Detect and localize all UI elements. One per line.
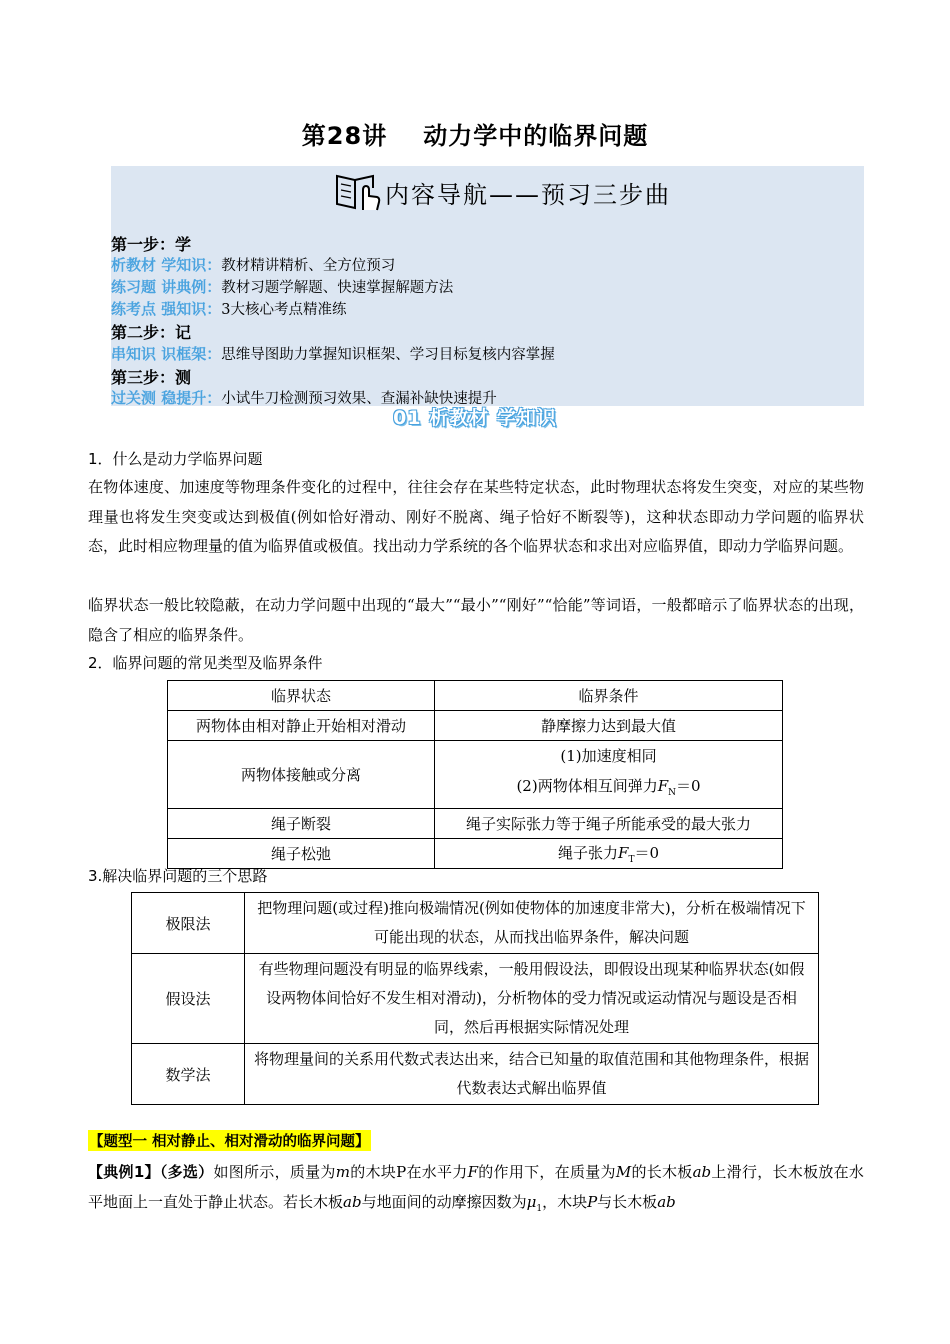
table-row	[132, 893, 819, 954]
table-row	[168, 839, 783, 869]
method-name: 假设法	[132, 954, 245, 1044]
table-cell: 绳子松弛	[168, 839, 435, 869]
example-label: 【典例1】	[88, 1163, 160, 1181]
method-name: 极限法	[132, 893, 245, 954]
table-header: 临界条件	[435, 681, 783, 711]
example-problem: 【典例1】（多选）如图所示，质量为m的木块P在水平力F的作用下，在质量为M的长木板ab上滑行，长木板放在水平地面上一直处于静止状态。若长木板ab与地面间的动摩擦因数为$\mu_1$，木块P与长木板ab	[88, 1163, 864, 1214]
question-type-tag: 【题型一 相对静止、相对滑动的临界问题】	[88, 1130, 371, 1151]
table-row	[132, 1044, 819, 1105]
table-row	[168, 711, 783, 741]
section-banner: 01 析教材 学知识	[393, 407, 557, 429]
nav-item-5: 过关测 稳提升：小试牛刀检测预习效果、查漏补缺快速提升	[111, 389, 497, 407]
table-row	[132, 954, 819, 1044]
heading-1: 1．什么是动力学临界问题	[88, 450, 263, 468]
nav-item-1: 析教材 学知识：教材精讲精析、全方位预习	[111, 256, 396, 274]
table-cell: 两物体由相对静止开始相对滑动	[168, 711, 435, 741]
table-row	[168, 809, 783, 839]
paragraph-2: 临界状态一般比较隐蔽，在动力学问题中出现的“最大”“最小”“刚好”“恰能”等词语，一般都暗示了临界状态的出现，隐含了相应的临界条件。	[88, 596, 864, 644]
multi-select-note: （多选）	[159, 1163, 214, 1181]
solution-methods-table	[131, 892, 819, 1105]
nav-item-2: 练习题 讲典例：教材习题学解题、快速掌握解题方法	[111, 278, 454, 296]
step-one: 第一步：学	[111, 235, 192, 254]
lecture-number: 第28讲	[301, 122, 388, 150]
table-cell: 绳子张力$F_T=0$	[435, 839, 783, 869]
table-cell	[435, 741, 783, 809]
heading-2: 2．临界问题的常见类型及临界条件	[88, 654, 323, 672]
method-description: 把物理问题(或过程)推向极端情况(例如使物体的加速度非常大)，分析在极端情况下可能出现的状态，从而找出临界条件，解决问题	[245, 893, 819, 954]
table-header-row	[168, 681, 783, 711]
step-three: 第三步：测	[111, 368, 192, 387]
critical-conditions-table	[167, 680, 783, 869]
nav-title: 内容导航——预习三步曲	[385, 180, 671, 209]
table-cell: 两物体接触或分离	[168, 741, 435, 809]
table-cell: 绳子断裂	[168, 809, 435, 839]
table-row	[168, 741, 783, 809]
content-navigation-box	[111, 166, 864, 406]
heading-3: 3.解决临界问题的三个思路	[88, 867, 268, 885]
nav-header	[333, 170, 671, 214]
table-cell: 绳子实际张力等于绳子所能承受的最大张力	[435, 809, 783, 839]
lecture-topic: 动力学中的临界问题	[423, 122, 649, 150]
book-pointer-icon	[333, 170, 383, 214]
method-description: 有些物理问题没有明显的临界线索，一般用假设法，即假设出现某种临界状态(如假设两物体间恰好不发生相对滑动)，分析物体的受力情况或运动情况与题设是否相同，然后再根据实际情况处理	[245, 954, 819, 1044]
paragraph-1: 在物体速度、加速度等物理条件变化的过程中，往往会存在某些特定状态，此时物理状态将发生突变，对应的某些物理量也将发生突变或达到极值(例如恰好滑动、刚好不脱离、绳子恰好不断裂等)，这种状态即动力学问题的临界状态，此时相应物理量的值为临界值或极值。找出动力学系统的各个临界状态和求出对应临界值，即动力学临界问题。	[88, 478, 864, 555]
condition-line-1: (1)加速度相同	[560, 747, 657, 765]
table-header: 临界状态	[168, 681, 435, 711]
condition-line-2: (2)两物体相互间弹力$F_N=0$	[516, 777, 701, 798]
nav-item-3: 练考点 强知识：3大核心考点精准练	[111, 300, 347, 318]
nav-item-4: 串知识 识框架：思维导图助力掌握知识框架、学习目标复核内容掌握	[111, 345, 555, 363]
method-description: 将物理量间的关系用代数式表达出来，结合已知量的取值范围和其他物理条件，根据代数表达式解出临界值	[245, 1044, 819, 1105]
table-cell: 静摩擦力达到最大值	[435, 711, 783, 741]
page-title	[0, 116, 950, 151]
method-name: 数学法	[132, 1044, 245, 1105]
step-two: 第二步：记	[111, 323, 192, 342]
